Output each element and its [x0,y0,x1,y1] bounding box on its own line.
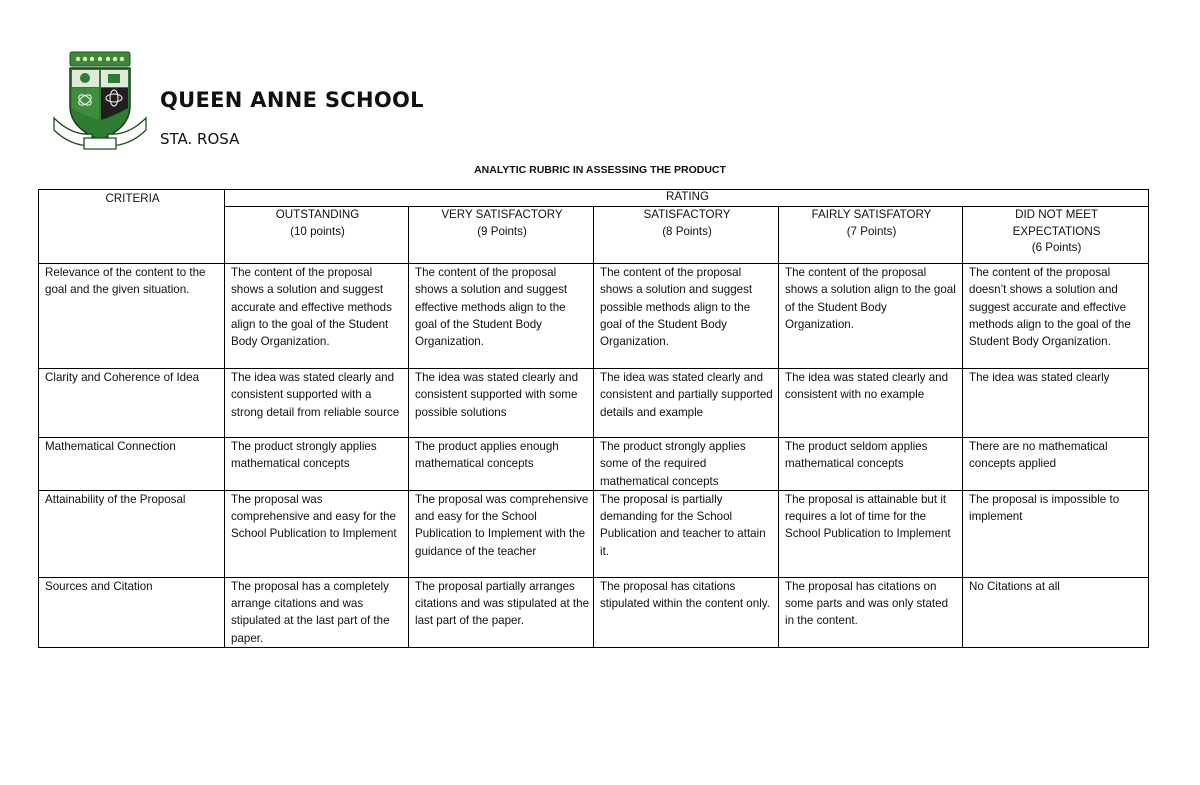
level-name: VERY SATISFACTORY [441,208,563,221]
level-header-did-not-meet [963,207,1149,264]
level-points: (9 Points) [477,224,527,238]
criterion-cell: Attainability of the Proposal [39,490,225,577]
level-points: (6 Points) [1031,241,1082,254]
rubric-row-mathematical-connection [39,438,1149,491]
descriptor-cell: The content of the proposal doesn’t shows a solution and suggest accurate and effective methods align to the goal of the Student Body Organization. [963,264,1149,369]
level-points: (10 points) [290,224,345,238]
rating-header: RATING [225,190,1149,207]
rubric-row-clarity [39,369,1149,438]
descriptor-cell: The idea was stated clearly and consistent supported with some possible solutions [409,369,594,438]
descriptor-cell: The product strongly applies mathematical concepts [225,438,409,491]
descriptor-cell: The proposal partially arranges citations and was stipulated at the last part of the paper. [409,577,594,647]
level-name: SATISFACTORY [643,208,731,221]
descriptor-cell: The idea was stated clearly and consistent supported with a strong detail from reliable source [225,369,409,438]
descriptor-cell: The product seldom applies mathematical concepts [779,438,963,491]
descriptor-cell: The proposal was comprehensive and easy for the School Publication to Implement [225,490,409,577]
descriptor-cell: The product strongly applies some of the required mathematical concepts [594,438,779,491]
criterion-cell: Relevance of the content to the goal and the given situation. [39,264,225,369]
descriptor-cell: The proposal has citations stipulated within the content only. [594,577,779,647]
descriptor-cell: The proposal has a completely arrange citations and was stipulated at the last part of the paper. [225,577,409,647]
level-points: (7 Points) [846,224,897,238]
level-name: OUTSTANDING [275,208,360,221]
school-name: QUEEN ANNE SCHOOL [160,88,424,112]
descriptor-cell: There are no mathematical concepts applied [963,438,1149,491]
descriptor-cell: The content of the proposal shows a solution align to the goal of the Student Body Organization. [779,264,963,369]
level-name: FAIRLY SATISFATORY [811,208,932,221]
descriptor-cell: The content of the proposal shows a solution and suggest possible methods align to the goal of the Student Body Organization. [594,264,779,369]
descriptor-cell: The idea was stated clearly [963,369,1149,438]
school-crest-logo [52,50,148,150]
rubric-header-row [39,190,1149,207]
level-name: DID NOT MEET EXPECTATIONS [1012,208,1101,238]
rubric-row-sources-citation [39,577,1149,647]
school-location: STA. ROSA [160,130,240,148]
level-header-very-satisfactory [409,207,594,264]
level-header-fairly-satisfactory [779,207,963,264]
descriptor-cell: The content of the proposal shows a solution and suggest accurate and effective methods align to the goal of the Student Body Organization. [225,264,409,369]
criterion-cell: Mathematical Connection [39,438,225,491]
descriptor-cell: The proposal was comprehensive and easy for the School Publication to Implement with the guidance of the teacher [409,490,594,577]
level-points: (8 Points) [662,224,712,238]
descriptor-cell: The proposal has citations on some parts and was only stated in the content. [779,577,963,647]
descriptor-cell: No Citations at all [963,577,1149,647]
criterion-cell: Sources and Citation [39,577,225,647]
descriptor-cell: The content of the proposal shows a solution and suggest effective methods align to the goal of the Student Body Organization. [409,264,594,369]
descriptor-cell: The proposal is attainable but it requires a lot of time for the School Publication to Implement [779,490,963,577]
level-header-outstanding [225,207,409,264]
document-title: ANALYTIC RUBRIC IN ASSESSING THE PRODUCT [474,164,726,176]
level-header-satisfactory [594,207,779,264]
descriptor-cell: The idea was stated clearly and consistent and partially supported details and example [594,369,779,438]
descriptor-cell: The proposal is impossible to implement [963,490,1149,577]
rubric-row-relevance [39,264,1149,369]
descriptor-cell: The product applies enough mathematical concepts [409,438,594,491]
criteria-header: CRITERIA [39,190,225,264]
criterion-cell: Clarity and Coherence of Idea [39,369,225,438]
descriptor-cell: The proposal is partially demanding for the School Publication and teacher to attain it. [594,490,779,577]
rubric-row-attainability [39,490,1149,577]
descriptor-cell: The idea was stated clearly and consistent with no example [779,369,963,438]
rubric-table [38,189,1149,648]
